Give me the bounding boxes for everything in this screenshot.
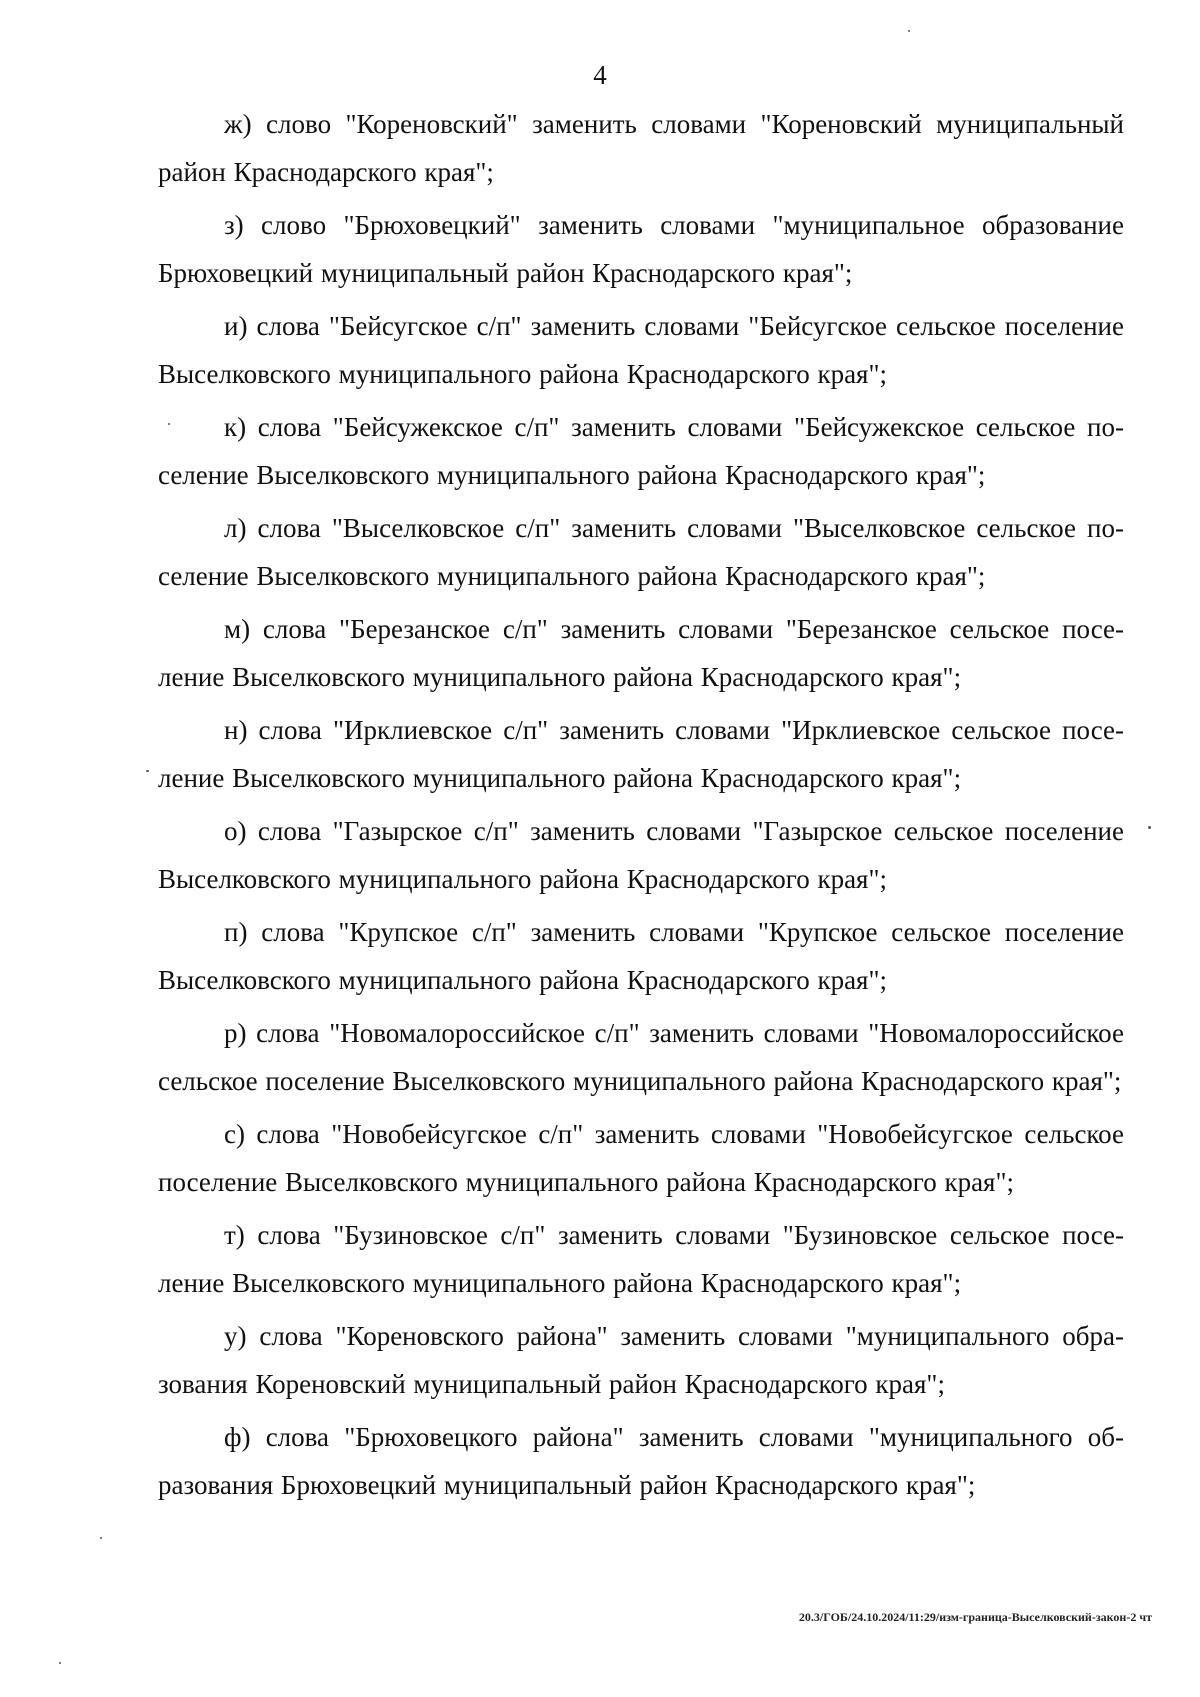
scan-speck bbox=[59, 1662, 61, 1664]
footer-document-code: 20.3/ГОБ/24.10.2024/11:29/изм-граница-Выселковский-закон-2 чт bbox=[798, 1610, 1152, 1624]
list-item-p: п) слова "Крупское с/п" заменить словами "Крупское сельское поселение Выселковского муниципального района Краснодарского края"; bbox=[158, 917, 1124, 995]
scan-speck bbox=[1148, 826, 1151, 829]
list-item-n: н) слова "Ирклиевское с/п" заменить словами "Ирклиевское сельское поселение Выселковского муниципального района Краснодарского края"; bbox=[158, 715, 1124, 793]
list-item-k: к) слова "Бейсужекское с/п" заменить словами "Бейсужекское сельское поселение Выселковского муниципального района Краснодарского края"; bbox=[158, 412, 1124, 490]
list-item-i: и) слова "Бейсугское с/п" заменить словами "Бейсугское сельское поселение Выселковского муниципального района Краснодарского края"; bbox=[158, 311, 1124, 389]
scan-speck bbox=[168, 423, 170, 425]
list-item-z: з) слово "Брюховецкий" заменить словами "муниципальное образование Брюховецкий муниципальный район Краснодарского края"; bbox=[158, 210, 1124, 288]
list-item-t: т) слова "Бузиновское с/п" заменить словами "Бузиновское сельское поселение Выселковского муниципального района Краснодарского края"; bbox=[158, 1220, 1124, 1298]
list-item-l: л) слова "Выселковское с/п" заменить словами "Выселковское сельское поселение Выселковского муниципального района Краснодарского края"; bbox=[158, 513, 1124, 591]
list-item-zh: ж) слово "Кореновский" заменить словами "Кореновский муниципальный район Краснодарского края"; bbox=[158, 109, 1124, 187]
page-number: 4 bbox=[593, 60, 607, 90]
scan-speck bbox=[908, 30, 910, 32]
list-item-m: м) слова "Березанское с/п" заменить словами "Березанское сельское поселение Выселковского муниципального района Краснодарского края"; bbox=[158, 614, 1124, 692]
document-body bbox=[158, 100, 1124, 1514]
list-item-u: у) слова "Кореновского района" заменить словами "муниципального образования Кореновский муниципальный район Краснодарского края"; bbox=[158, 1321, 1124, 1399]
scan-speck bbox=[100, 1537, 102, 1539]
list-item-s: с) слова "Новобейсугское с/п" заменить словами "Новобейсугское сельское поселение Выселковского муниципального района Краснодарского края"; bbox=[158, 1119, 1124, 1197]
list-item-o: о) слова "Газырское с/п" заменить словами "Газырское сельское поселение Выселковского муниципального района Краснодарского края"; bbox=[158, 816, 1124, 894]
scan-speck bbox=[146, 770, 149, 772]
list-item-f: ф) слова "Брюховецкого района" заменить словами "муниципального образования Брюховецкий муниципальный район Краснодарского края"; bbox=[158, 1422, 1124, 1500]
list-item-r: р) слова "Новомалороссийское с/п" заменить словами "Новомалороссийское сельское поселение Выселковского муниципального района Краснодарского края"; bbox=[158, 1018, 1124, 1096]
